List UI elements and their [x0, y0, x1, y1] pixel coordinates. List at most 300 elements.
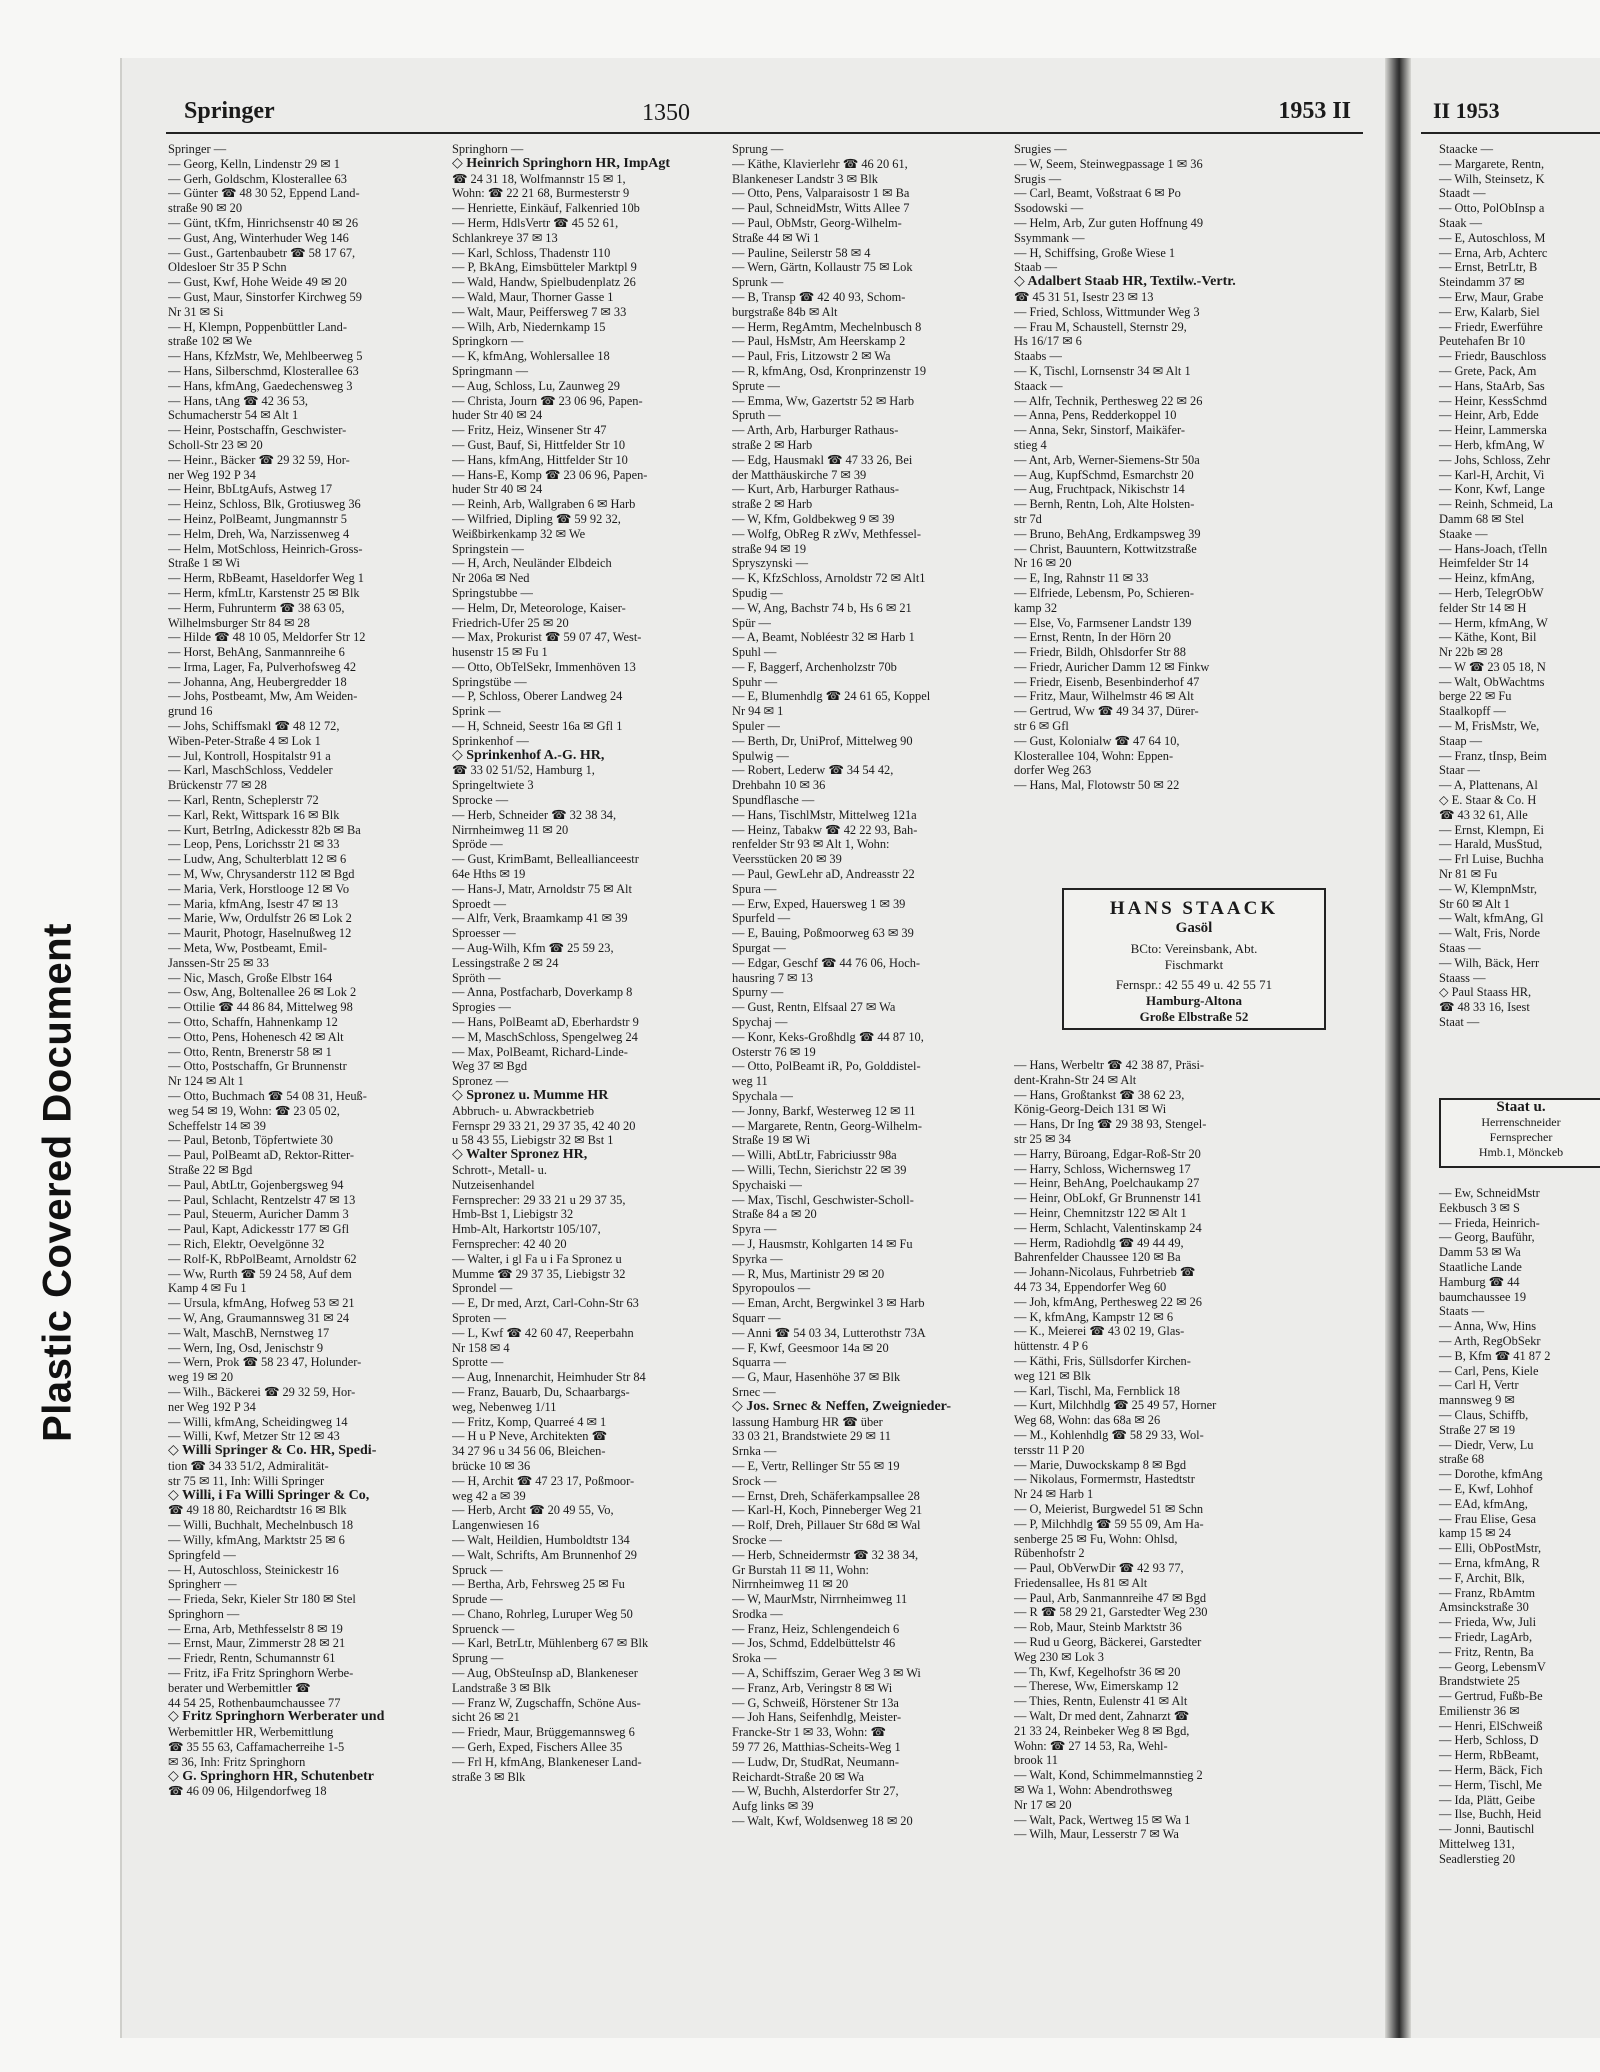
- directory-entry-line: — Walt, ObWachtms: [1439, 674, 1545, 689]
- directory-entry-line: — Georg, Bauführ,: [1439, 1230, 1535, 1245]
- directory-entry-line: huder Str 40 ✉ 24: [452, 408, 543, 423]
- directory-entry-line: tion ☎ 34 33 51/2, Admiralität-: [168, 1458, 329, 1473]
- directory-entry-line: straße 3 ✉ Blk: [452, 1769, 526, 1784]
- directory-entry-line: — H, Schiffsing, Große Wiese 1: [1014, 245, 1176, 260]
- directory-entry-line: straße 102 ✉ We: [168, 334, 252, 349]
- header-section-word: Springer: [184, 98, 275, 124]
- directory-entry-line: 21 33 24, Reinbeker Weg 8 ✉ Bgd,: [1014, 1723, 1190, 1738]
- directory-entry-line: 64e Hths ✉ 19: [452, 867, 526, 882]
- directory-entry-line: — K, KfzSchloss, Arnoldstr 72 ✉ Alt1: [732, 571, 926, 586]
- directory-entry-line: burgstraße 84b ✉ Alt: [732, 304, 838, 319]
- directory-entry-line: kamp 15 ✉ 24: [1439, 1526, 1511, 1541]
- directory-entry-line: — A, Schiffszim, Geraer Weg 3 ✉ Wi: [732, 1666, 921, 1681]
- directory-entry-line: — W, Kfm, Goldbekweg 9 ✉ 39: [732, 511, 895, 526]
- directory-entry-line: — Herb, Archt ☎ 20 49 55, Vo,: [452, 1503, 614, 1518]
- directory-entry-line: — Hans, kfmAng, Gaedechensweg 3: [168, 378, 353, 393]
- directory-entry-line: — Walt, Pack, Wertweg 15 ✉ Wa 1: [1014, 1812, 1191, 1827]
- directory-entry-line: Weg 230 ✉ Lok 3: [1014, 1649, 1104, 1664]
- directory-entry-line: — Jos, Schmd, Eddelbüttelstr 46: [732, 1636, 896, 1651]
- surname-heading: Spryszynski —: [732, 556, 809, 571]
- directory-entry-line: — Otto, ObTelSekr, Immenhöven 13: [452, 659, 636, 674]
- directory-entry-line: — Gust, Bauf, Si, Hittfelder Str 10: [452, 437, 626, 452]
- surname-heading: Springstein —: [452, 541, 524, 556]
- directory-entry-line: Friedensallee, Hs 81 ✉ Alt: [1014, 1575, 1148, 1590]
- directory-entry-line: ☎ 43 32 61, Alle: [1439, 807, 1528, 822]
- directory-entry-line: Mumme ☎ 29 37 35, Liebigstr 32: [452, 1266, 626, 1281]
- directory-entry-line: — G, Schweiß, Hörstener Str 13a: [732, 1695, 899, 1710]
- directory-entry-line: ✉ 36, Inh: Fritz Springhorn: [168, 1754, 306, 1769]
- ad-subtitle: Gasöl: [1175, 920, 1213, 936]
- directory-entry-line: — Johs, Schloss, Zehr: [1439, 452, 1551, 467]
- surname-heading: Sroka —: [732, 1651, 777, 1666]
- directory-entry-line: straße 2 ✉ Harb: [732, 437, 813, 452]
- directory-entry-line: ☎ 35 55 63, Caffamacherreihe 1-5: [168, 1740, 345, 1755]
- directory-entry-line: — Hans-Joach, tTelln: [1439, 541, 1548, 556]
- directory-entry-line: — Friedr, Auricher Damm 12 ✉ Finkw: [1014, 659, 1210, 674]
- directory-entry-line: — Henri, ElSchweiß: [1439, 1718, 1543, 1733]
- side-label: Plastic Covered Document: [35, 923, 80, 1442]
- directory-entry-line: Drehbahn 10 ✉ 36: [732, 778, 826, 793]
- surname-heading: Staap —: [1439, 733, 1483, 748]
- directory-entry-line: — Hans, KfzMstr, We, Mehlbeerweg 5: [168, 349, 363, 364]
- surname-heading: Sprung —: [452, 1651, 504, 1666]
- directory-entry-line: Heimfelder Str 14: [1439, 556, 1529, 571]
- directory-entry-line: Staatliche Lande: [1439, 1259, 1522, 1274]
- directory-entry-line: — Bruno, BehAng, Erdkampsweg 39: [1014, 526, 1201, 541]
- directory-entry-line: — A, Beamt, Nobléestr 32 ✉ Harb 1: [732, 630, 915, 645]
- directory-entry-line: — Heinr, Postschaffn, Geschwister-: [168, 423, 347, 438]
- directory-entry-line: — Paul, Steuerm, Auricher Damm 3: [168, 1207, 349, 1222]
- directory-entry-line: Aufg links ✉ 39: [732, 1799, 814, 1814]
- directory-entry-line: ner Weg 192 P 34: [168, 467, 256, 482]
- surname-heading: Springhorn —: [168, 1606, 240, 1621]
- surname-heading: Sprunk —: [732, 275, 784, 290]
- surname-heading: Spröde —: [452, 837, 503, 852]
- surname-heading: Staacke —: [1439, 142, 1494, 156]
- directory-entry-line: — Friedr, Maur, Brüggemannsweg 6: [452, 1725, 635, 1740]
- directory-entry-line: felder Str 14 ✉ H: [1439, 600, 1527, 615]
- directory-entry-line: — H, Schneid, Seestr 16a ✉ Gfl 1: [452, 719, 623, 734]
- directory-entry-line: — Friedr, Bauschloss: [1439, 349, 1547, 364]
- directory-entry-line: — Hans, tAng ☎ 42 36 53,: [168, 393, 309, 408]
- directory-entry-line: — Georg, LebensmV: [1439, 1659, 1546, 1674]
- directory-entry-line: weg 19 ✉ 20: [168, 1370, 234, 1385]
- directory-entry-line: — Franz W, Zugschaffn, Schöne Aus-: [452, 1695, 641, 1710]
- directory-entry-line: — W, Seem, Steinwegpassage 1 ✉ 36: [1014, 156, 1203, 171]
- directory-entry-line: — Walt, Dr med dent, Zahnarzt ☎: [1014, 1709, 1190, 1724]
- directory-entry-line: — Wilh, Maur, Lesserstr 7 ✉ Wa: [1014, 1827, 1179, 1842]
- directory-entry-line: Osterstr 76 ✉ 19: [732, 1044, 816, 1059]
- surname-heading: Staadt —: [1439, 186, 1486, 201]
- directory-entry-line: 44 73 34, Eppendorfer Weg 60: [1014, 1279, 1167, 1294]
- directory-entry-line: — Irma, Lager, Fa, Pulverhofsweg 42: [168, 659, 357, 674]
- directory-entry-line: — Wald, Maur, Thorner Gasse 1: [452, 289, 614, 304]
- directory-entry-line: — Friedr, Rentn, Schumannstr 61: [168, 1651, 336, 1666]
- directory-entry-line: — Karl, MaschSchloss, Veddeler: [168, 763, 333, 778]
- directory-entry-line: Abbruch- u. Abwrackbetrieb: [452, 1103, 595, 1118]
- right-header-rule: [1421, 132, 1600, 134]
- directory-entry-line: Reichardt-Straße 20 ✉ Wa: [732, 1769, 864, 1784]
- directory-entry-line: — Eman, Archt, Bergwinkel 3 ✉ Harb: [732, 1296, 925, 1311]
- directory-entry-line: — Carl H, Vertr: [1439, 1378, 1519, 1393]
- ad-line: Fischmarkt: [1164, 957, 1224, 972]
- directory-entry-line: Nr 17 ✉ 20: [1014, 1797, 1072, 1812]
- directory-entry-line: — Otto, Rentn, Brenerstr 58 ✉ 1: [168, 1044, 332, 1059]
- directory-entry-line: Straße 84 a ✉ 20: [732, 1207, 817, 1222]
- directory-entry-line: Klosterallee 104, Wohn: Eppen-: [1014, 748, 1174, 763]
- directory-entry-line: — Elfriede, Lebensm, Po, Schieren-: [1014, 585, 1194, 600]
- surname-heading: Sproesser —: [452, 926, 516, 941]
- directory-entry-line: — M, Ww, Chrysanderstr 112 ✉ Bgd: [168, 867, 355, 882]
- directory-entry-line: — Fritz, Maur, Wilhelmstr 46 ✉ Alt: [1014, 689, 1194, 704]
- directory-entry-line: Fernspr 29 33 21, 29 37 35, 42 40 20: [452, 1118, 636, 1133]
- directory-entry-line: — Frl H, kfmAng, Blankeneser Land-: [452, 1754, 642, 1769]
- directory-entry-line: — Walt, Kwf, Woldsenweg 18 ✉ 20: [732, 1814, 913, 1829]
- directory-entry-line: Eekbusch 3 ✉ S: [1439, 1200, 1520, 1215]
- right-column-top: [1439, 142, 1600, 1030]
- directory-entry-line: Hs 16/17 ✉ 6: [1014, 334, 1082, 349]
- directory-entry-line: renfelder Str 93 ✉ Alt 1, Wohn:: [732, 837, 890, 852]
- directory-entry-line: ☎ 45 31 51, Isestr 23 ✉ 13: [1014, 289, 1154, 304]
- directory-entry-line: — Max, Tischl, Geschwister-Scholl-: [732, 1192, 914, 1207]
- directory-entry-line: — Horst, BehAng, Sanmannreihe 6: [168, 645, 345, 660]
- directory-entry-line: — Anna, Pens, Redderkoppel 10: [1014, 408, 1177, 423]
- directory-entry-line: — W ☎ 23 05 18, N: [1439, 659, 1546, 674]
- directory-entry-line: Scheffelstr 14 ✉ 39: [168, 1118, 266, 1133]
- surname-heading: Sprondel —: [452, 1281, 513, 1296]
- directory-entry-line: — Erw, Exped, Hauersweg 1 ✉ 39: [732, 896, 906, 911]
- directory-entry-line: — Käthe, Kont, Bil: [1439, 630, 1537, 645]
- directory-entry-line: Friedrich-Ufer 25 ✉ 20: [452, 615, 569, 630]
- directory-entry-line: — Harry, Büroang, Edgar-Roß-Str 20: [1014, 1146, 1201, 1161]
- directory-entry-line: ✉ Wa 1, Wohn: Abendrothsweg: [1014, 1783, 1173, 1798]
- directory-entry-line: Wohn: ☎ 27 14 53, Ra, Wehl-: [1014, 1738, 1168, 1753]
- directory-entry-line: — Heinr, BbLtgAufs, Astweg 17: [168, 482, 333, 497]
- directory-entry-line: Wilhelmsburger Str 84 ✉ 28: [168, 615, 310, 630]
- directory-entry-line: Mittelweg 131,: [1439, 1837, 1515, 1852]
- directory-entry-line: — Ilse, Buchh, Heid: [1439, 1807, 1542, 1822]
- directory-entry-line: — Frieda, Heinrich-: [1439, 1215, 1540, 1230]
- directory-entry-line: — Friedr, Bildh, Ohlsdorfer Str 88: [1014, 645, 1186, 660]
- directory-entry-line: — Wilfried, Dipling ☎ 59 92 32,: [452, 511, 621, 526]
- surname-heading: Spyra —: [732, 1222, 777, 1237]
- directory-entry-line: — Wilh, Arb, Niedernkamp 15: [452, 319, 606, 334]
- directory-entry-line: — G, Maur, Hasenhöhe 37 ✉ Blk: [732, 1370, 901, 1385]
- directory-entry-line: — Wald, Handw, Spielbudenplatz 26: [452, 275, 636, 290]
- directory-entry-line: — Reinh, Arb, Wallgraben 6 ✉ Harb: [452, 497, 636, 512]
- directory-entry-line: — Wern, Ing, Osd, Jenischstr 9: [168, 1340, 324, 1355]
- directory-entry-line: — Franz, tInsp, Beim: [1439, 748, 1547, 763]
- directory-entry-line: Hmb-Bst 1, Liebigstr 32: [452, 1207, 574, 1222]
- directory-entry-line: — Günter ☎ 48 30 52, Eppend Land-: [168, 186, 360, 201]
- directory-entry-line: — Käthe, Klavierlehr ☎ 46 20 61,: [732, 156, 908, 171]
- directory-entry-line: — Willi, kfmAng, Scheidingweg 14: [168, 1414, 348, 1429]
- directory-entry-line: — Jonni, Bautischl: [1439, 1822, 1535, 1837]
- surname-heading: Spurgat —: [732, 941, 786, 956]
- directory-entry-line: str 75 ✉ 11, Inh: Willi Springer: [168, 1473, 325, 1488]
- directory-entry-line: — Arth, RegObSekr: [1439, 1333, 1541, 1348]
- directory-entry-line: — F, Archit, Blk,: [1439, 1570, 1525, 1585]
- directory-entry-line: ◇ Jos. Srnec & Neffen, Zweignieder-: [732, 1399, 952, 1414]
- directory-entry-line: Brückenstr 77 ✉ 28: [168, 778, 267, 793]
- directory-entry-line: ◇ Spronez u. Mumme HR: [452, 1089, 609, 1103]
- directory-entry-line: Straße 19 ✉ Wi: [732, 1133, 811, 1148]
- directory-entry-line: — Emma, Ww, Gazertstr 52 ✉ Harb: [732, 393, 915, 408]
- directory-entry-line: — E, Kwf, Lohhof: [1439, 1481, 1533, 1496]
- directory-entry-line: — Maria, kfmAng, Isestr 47 ✉ 13: [168, 896, 339, 911]
- directory-entry-line: — Berth, Dr, UniProf, Mittelweg 90: [732, 733, 913, 748]
- directory-entry-line: — Heinz, Tabakw ☎ 42 22 93, Bah-: [732, 822, 918, 837]
- directory-entry-line: stieg 4: [1014, 437, 1047, 452]
- directory-entry-line: — Franz, RbAmtm: [1439, 1585, 1536, 1600]
- directory-entry-line: — Edgar, Geschf ☎ 44 76 06, Hoch-: [732, 955, 921, 970]
- surname-heading: Spura —: [732, 881, 777, 896]
- directory-entry-line: dorfer Weg 263: [1014, 763, 1092, 778]
- directory-entry-line: — R, kfmAng, Osd, Kronprinzenstr 19: [732, 363, 927, 378]
- surname-heading: Staabs —: [1014, 349, 1062, 364]
- directory-entry-line: — Kurt, Milchhdlg ☎ 25 49 57, Horner: [1014, 1398, 1217, 1413]
- directory-entry-line: — Joh, kfmAng, Perthesweg 22 ✉ 26: [1014, 1294, 1202, 1309]
- directory-entry-line: — Karl, Rentn, Scheplerstr 72: [168, 793, 319, 808]
- directory-entry-line: — Hans, TischlMstr, Mittelweg 121a: [732, 807, 917, 822]
- directory-entry-line: berge 22 ✉ Fu: [1439, 689, 1512, 704]
- surname-heading: Staalkopff —: [1439, 704, 1506, 719]
- surname-heading: Ssymmank —: [1014, 230, 1085, 245]
- directory-entry-line: weg 11: [732, 1074, 768, 1089]
- directory-entry-line: — Claus, Schiffb,: [1439, 1407, 1529, 1422]
- directory-entry-line: Straße 44 ✉ Wi 1: [732, 230, 820, 245]
- right-column-bottom: [1439, 1186, 1600, 1867]
- directory-entry-line: — Otto, Pens, Valparaisostr 1 ✉ Ba: [732, 186, 910, 201]
- directory-entry-line: — Ernst, Rentn, In der Hörn 20: [1014, 630, 1171, 645]
- directory-entry-line: — Heinr, KessSchmd: [1439, 393, 1547, 408]
- directory-entry-line: — Georg, Kelln, Lindenstr 29 ✉ 1: [168, 156, 340, 171]
- directory-entry-line: — Willi, Buchhalt, Mechelnbusch 18: [168, 1518, 354, 1533]
- directory-entry-line: — Paul, GewLehr aD, Andreasstr 22: [732, 867, 915, 882]
- directory-entry-line: — Marie, Ww, Ordulfstr 26 ✉ Lok 2: [168, 911, 352, 926]
- directory-entry-line: — Walt, Fris, Norde: [1439, 926, 1540, 941]
- directory-entry-line: Nr 22b ✉ 28: [1439, 645, 1503, 660]
- directory-entry-line: brücke 10 ✉ 36: [452, 1458, 531, 1473]
- directory-entry-line: — Herm, Schlacht, Valentinskamp 24: [1014, 1220, 1202, 1235]
- directory-entry-line: ◇ G. Springhorn HR, Schutenbetr: [168, 1769, 375, 1784]
- directory-entry-line: — Herm, RegAmtm, Mechelnbusch 8: [732, 319, 922, 334]
- directory-entry-line: — Heinr, Arb, Edde: [1439, 408, 1539, 423]
- directory-entry-line: — Arth, Arb, Harburger Rathaus-: [732, 423, 899, 438]
- directory-entry-line: — W, Ang, Bachstr 74 b, Hs 6 ✉ 21: [732, 600, 912, 615]
- directory-entry-line: — P, Schloss, Oberer Landweg 24: [452, 689, 623, 704]
- directory-entry-line: — Willi, Techn, Sierichstr 22 ✉ 39: [732, 1162, 907, 1177]
- surname-heading: Staas —: [1439, 941, 1481, 956]
- directory-entry-line: — Nic, Masch, Große Elbstr 164: [168, 970, 333, 985]
- directory-entry-line: — Hans, kfmAng, Hittfelder Str 10: [452, 452, 628, 467]
- surname-heading: Spyropoulos —: [732, 1281, 811, 1296]
- directory-entry-line: — Friedr, Eisenb, Besenbinderhof 47: [1014, 674, 1200, 689]
- directory-entry-line: — Rud u Georg, Bäckerei, Garstedter: [1014, 1635, 1202, 1650]
- directory-entry-line: — Ludw, Ang, Schulterblatt 12 ✉ 6: [168, 852, 347, 867]
- directory-entry-line: — Herb, kfmAng, W: [1439, 437, 1545, 452]
- directory-entry-line: Weg 37 ✉ Bgd: [452, 1059, 528, 1074]
- directory-entry-line: — Fritz, iFa Fritz Springhorn Werbe-: [168, 1666, 354, 1681]
- directory-entry-line: — Erna, Arb, Achterc: [1439, 245, 1548, 260]
- directory-entry-line: — Ottilie ☎ 44 86 84, Mittelweg 98: [168, 1000, 353, 1015]
- directory-entry-line: — Gerh, Exped, Fischers Allee 35: [452, 1740, 623, 1755]
- directory-entry-line: ☎ 48 33 16, Isest: [1439, 1000, 1530, 1015]
- advertisement-box: [1062, 888, 1326, 1030]
- directory-entry-line: ◇ Willi Springer & Co. HR, Spedi-: [168, 1444, 377, 1459]
- header-rule: [166, 132, 1363, 134]
- surname-heading: Spundflasche —: [732, 793, 815, 808]
- surname-heading: Sproten —: [452, 1310, 507, 1325]
- directory-entry-line: baumchaussee 19: [1439, 1289, 1527, 1304]
- directory-entry-line: ☎ 46 09 06, Hilgendorfweg 18: [168, 1784, 327, 1799]
- surname-heading: Srock —: [732, 1473, 777, 1488]
- directory-entry-line: — R ☎ 58 29 21, Garstedter Weg 230: [1014, 1605, 1208, 1620]
- directory-entry-line: — Heinz, Schloss, Blk, Grotiusweg 36: [168, 497, 361, 512]
- directory-entry-line: — Reinh, Schmeid, La: [1439, 497, 1553, 512]
- directory-entry-line: — E, Bauing, Poßmoorweg 63 ✉ 39: [732, 926, 914, 941]
- directory-entry-line: — Walter, i gl Fa u i Fa Spronez u: [452, 1251, 622, 1266]
- directory-entry-line: — Gust, Ang, Winterhuder Weg 146: [168, 230, 349, 245]
- directory-column-4-top: [1014, 142, 1284, 793]
- directory-entry-line: — Hans, Großtankst ☎ 38 62 23,: [1014, 1087, 1185, 1102]
- directory-entry-line: kamp 32: [1014, 600, 1058, 615]
- directory-entry-line: — Herb, Schneider ☎ 32 38 34,: [452, 807, 617, 822]
- surname-heading: Spyrka —: [732, 1251, 783, 1266]
- surname-heading: Srugies —: [1014, 142, 1067, 156]
- right-ad-line: Hmb.1, Mönckeb: [1478, 1145, 1564, 1159]
- directory-entry-line: Werbemittler HR, Werbemittlung: [168, 1725, 334, 1740]
- directory-entry-line: Nirrnheimweg 11 ✉ 20: [732, 1577, 849, 1592]
- left-page: [120, 58, 1387, 2038]
- surname-heading: Spulwig —: [732, 748, 789, 763]
- directory-entry-line: Weißbirkenkamp 32 ✉ We: [452, 526, 586, 541]
- directory-entry-line: — Marie, Duwockskamp 8 ✉ Bgd: [1014, 1457, 1187, 1472]
- directory-entry-line: Gr Burstah 11 ✉ 11, Wohn:: [732, 1562, 869, 1577]
- directory-entry-line: husenstr 15 ✉ Fu 1: [452, 645, 548, 660]
- directory-entry-line: — Herm, RbBeamt,: [1439, 1748, 1539, 1763]
- directory-entry-line: — Hans, PolBeamt aD, Eberhardstr 9: [452, 1015, 639, 1030]
- directory-entry-line: — Otto, PolBeamt iR, Po, Golddistel-: [732, 1059, 921, 1074]
- directory-entry-line: — Alfr, Technik, Perthesweg 22 ✉ 26: [1014, 393, 1203, 408]
- directory-entry-line: ◇ Adalbert Staab HR, Textilw.-Vertr.: [1014, 275, 1236, 290]
- surname-heading: Spruck —: [452, 1562, 503, 1577]
- surname-heading: Srnka —: [732, 1444, 777, 1459]
- directory-entry-line: — Fritz, Komp, Quarreé 4 ✉ 1: [452, 1414, 607, 1429]
- directory-entry-line: hausring 7 ✉ 13: [732, 970, 813, 985]
- directory-entry-line: — Gertrud, Ww ☎ 49 34 37, Dürer-: [1014, 704, 1199, 719]
- directory-entry-line: Bahrenfelder Chaussee 120 ✉ Ba: [1014, 1250, 1181, 1265]
- directory-entry-line: — Friedr, Ewerführe: [1439, 319, 1543, 334]
- directory-entry-line: — Osw, Ang, Boltenallee 26 ✉ Lok 2: [168, 985, 357, 1000]
- directory-entry-line: — Heinr., Bäcker ☎ 29 32 59, Hor-: [168, 452, 350, 467]
- directory-entry-line: — Karl-H, Archit, Vi: [1439, 467, 1545, 482]
- directory-entry-line: Nr 206a ✉ Ned: [452, 571, 530, 586]
- directory-entry-line: — Ludw, Dr, StudRat, Neumann-: [732, 1754, 899, 1769]
- directory-entry-line: — Gust, KrimBamt, Belleallianceestr: [452, 852, 639, 867]
- directory-entry-line: — Wern, Prok ☎ 58 23 47, Holunder-: [168, 1355, 362, 1370]
- directory-entry-line: Nr 81 ✉ Fu: [1439, 867, 1498, 882]
- surname-heading: Squarr —: [732, 1310, 781, 1325]
- surname-heading: Spuler —: [732, 719, 780, 734]
- surname-heading: Springstübe —: [452, 674, 527, 689]
- surname-heading: Spychala —: [732, 1089, 793, 1103]
- directory-entry-line: — Meta, Ww, Postbeamt, Emil-: [168, 941, 327, 956]
- directory-entry-line: Nr 16 ✉ 20: [1014, 556, 1072, 571]
- directory-entry-line: — Franz, Arb, Veringstr 8 ✉ Wi: [732, 1680, 893, 1695]
- directory-entry-line: — Wolfg, ObReg R zWv, Methfessel-: [732, 526, 921, 541]
- directory-entry-line: — Hans, Silberschmd, Klosterallee 63: [168, 363, 359, 378]
- directory-entry-line: — Walt, kfmAng, Gl: [1439, 911, 1544, 926]
- surname-heading: Spruenck —: [452, 1621, 515, 1636]
- directory-entry-line: — Gust., Gartenbaubetr ☎ 58 17 67,: [168, 245, 356, 260]
- directory-entry-line: — Carl, Pens, Kiele: [1439, 1363, 1539, 1378]
- surname-heading: Srocke —: [732, 1532, 782, 1547]
- directory-entry-line: — Fritz, Heiz, Winsener Str 47: [452, 423, 607, 438]
- surname-heading: Spurfeld —: [732, 911, 791, 926]
- directory-entry-line: — B, Transp ☎ 42 40 93, Schom-: [732, 289, 906, 304]
- directory-entry-line: — H, Klempn, Poppenbüttler Land-: [168, 319, 347, 334]
- directory-entry-line: 33 03 21, Brandstwiete 29 ✉ 11: [732, 1429, 891, 1444]
- directory-entry-line: weg, Nebenweg 1/11: [452, 1399, 557, 1414]
- directory-entry-line: — E, Vertr, Rellinger Str 55 ✉ 19: [732, 1458, 900, 1473]
- directory-entry-line: — Kurt, BetrIng, Adickesstr 82b ✉ Ba: [168, 822, 361, 837]
- directory-entry-line: — F, Kwf, Geesmoor 14a ✉ 20: [732, 1340, 889, 1355]
- directory-entry-line: tersstr 11 P 20: [1014, 1442, 1085, 1457]
- directory-entry-line: Kamp 4 ✉ Fu 1: [168, 1281, 247, 1296]
- directory-entry-line: — Else, Vo, Farmsener Landstr 139: [1014, 615, 1192, 630]
- directory-entry-line: — K., Meierei ☎ 43 02 19, Glas-: [1014, 1324, 1185, 1339]
- directory-column-4-bottom: [1014, 1058, 1284, 1842]
- directory-entry-line: — Harald, MusStud,: [1439, 837, 1543, 852]
- directory-entry-line: — Heinz, PolBeamt, Jungmannstr 5: [168, 511, 347, 526]
- directory-entry-line: Nirrnheimweg 11 ✉ 20: [452, 822, 569, 837]
- directory-entry-line: Brandstwiete 25: [1439, 1674, 1520, 1689]
- surname-heading: Spychaj —: [732, 1015, 788, 1030]
- directory-entry-line: Str 60 ✉ Alt 1: [1439, 896, 1510, 911]
- directory-entry-line: — Aug, Fruchtpack, Nikischstr 14: [1014, 482, 1185, 497]
- directory-entry-line: — Max, Prokurist ☎ 59 07 47, West-: [452, 630, 642, 645]
- directory-entry-line: — Karl-H, Koch, Pinneberger Weg 21: [732, 1503, 923, 1518]
- directory-entry-line: — Thies, Rentn, Eulenstr 41 ✉ Alt: [1014, 1694, 1188, 1709]
- directory-entry-line: — Günt, tKfm, Hinrichsenstr 40 ✉ 26: [168, 215, 359, 230]
- directory-entry-line: Hamburg ☎ 44: [1439, 1274, 1520, 1289]
- directory-entry-line: — Frau M, Schaustell, Sternstr 29,: [1014, 319, 1187, 334]
- directory-entry-line: — Heinr, BehAng, Poelchaukamp 27: [1014, 1176, 1200, 1191]
- directory-entry-line: — Gust, Maur, Sinstorfer Kirchweg 59: [168, 289, 362, 304]
- directory-entry-line: — Chano, Rohrleg, Luruper Weg 50: [452, 1606, 633, 1621]
- directory-entry-line: — Helm, MotSchloss, Heinrich-Gross-: [168, 541, 363, 556]
- surname-heading: Spuhl —: [732, 645, 777, 660]
- directory-entry-line: — Herb, Schneidermstr ☎ 32 38 34,: [732, 1547, 919, 1562]
- directory-entry-line: mannsweg 9 ✉: [1439, 1393, 1515, 1408]
- directory-entry-line: — Frieda, Ww, Juli: [1439, 1615, 1537, 1630]
- directory-entry-line: — Karl, Tischl, Ma, Fernblick 18: [1014, 1383, 1180, 1398]
- directory-entry-line: ner Weg 192 P 34: [168, 1399, 256, 1414]
- surname-heading: Staass —: [1439, 970, 1486, 985]
- directory-entry-line: — Walt, Maur, Peiffersweg 7 ✉ 33: [452, 304, 627, 319]
- ad-line: BCto: Vereinsbank, Abt.: [1130, 941, 1258, 956]
- directory-entry-line: — Erna, Arb, Methfesselstr 8 ✉ 19: [168, 1621, 343, 1636]
- directory-entry-line: weg 54 ✉ 19, Wohn: ☎ 23 05 02,: [168, 1103, 340, 1118]
- directory-entry-line: — Paul, Arb, Sanmannreihe 47 ✉ Bgd: [1014, 1590, 1207, 1605]
- directory-entry-line: — Paul, PolBeamt aD, Rektor-Ritter-: [168, 1148, 355, 1163]
- directory-entry-line: — E, Blumenhdlg ☎ 24 61 65, Koppel: [732, 689, 931, 704]
- directory-entry-line: — Wilh, Bäck, Herr: [1439, 955, 1540, 970]
- directory-entry-line: Scholl-Str 23 ✉ 20: [168, 437, 263, 452]
- directory-entry-line: — Ernst, Maur, Zimmerstr 28 ✉ 21: [168, 1636, 346, 1651]
- directory-entry-line: lassung Hamburg HR ☎ über: [732, 1414, 883, 1429]
